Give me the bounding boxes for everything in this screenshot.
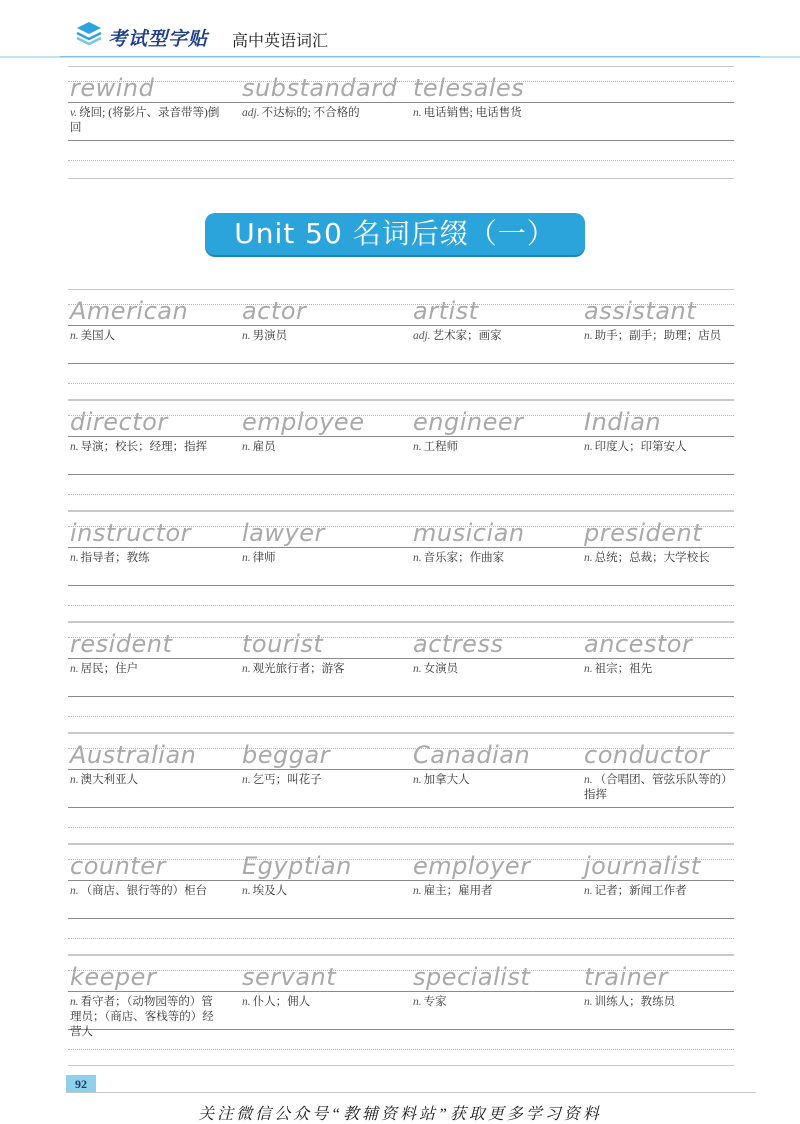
writing-guide-line <box>68 733 734 734</box>
practice-row <box>68 733 734 845</box>
trace-word: actress <box>413 630 504 658</box>
writing-guide-line <box>68 1065 734 1066</box>
trace-word: instructor <box>70 519 192 547</box>
writing-guide-line <box>68 827 734 828</box>
word-definition: n. 音乐家；作曲家 <box>413 552 505 564</box>
word-definition: n. 男演员 <box>242 330 288 342</box>
word-definition: n. 女演员 <box>413 663 459 675</box>
writing-guide-line <box>68 585 734 586</box>
trace-word: musician <box>413 519 525 547</box>
writing-guide-line <box>68 955 734 956</box>
word-definition: n. 观光旅行者；游客 <box>242 663 345 675</box>
word-definition: n. （商店、银行等的）柜台 <box>70 885 208 897</box>
page-number: 92 <box>66 1075 96 1093</box>
writing-guide-line <box>68 289 734 290</box>
writing-guide-line <box>68 807 734 808</box>
word-definition: n. 总统；总裁；大学校长 <box>584 552 710 564</box>
writing-guide-line <box>68 880 734 881</box>
trace-word: Australian <box>70 741 197 769</box>
trace-word: Egyptian <box>242 852 352 880</box>
writing-guide-line <box>68 991 734 992</box>
trace-word: assistant <box>584 297 697 325</box>
page-header <box>0 0 800 58</box>
practice-row <box>68 844 734 956</box>
trace-word: Indian <box>584 408 662 436</box>
trace-word: beggar <box>242 741 331 769</box>
word-definition: n. 工程师 <box>413 441 459 453</box>
trace-word: president <box>584 519 703 547</box>
writing-guide-line <box>68 918 734 919</box>
word-definition: n. 印度人；印第安人 <box>584 441 687 453</box>
word-definition: v. 绕回; (将影片、录音带等)倒回 <box>70 107 220 134</box>
writing-guide-line <box>68 383 734 384</box>
word-definition: n. 电话销售; 电话售货 <box>413 107 522 119</box>
trace-word: director <box>70 408 168 436</box>
writing-guide-line <box>68 658 734 659</box>
word-definition: n. 助手；副手；助理；店员 <box>584 330 722 342</box>
writing-guide-line <box>68 769 734 770</box>
word-definition: n. 导演；校长；经理；指挥 <box>70 441 208 453</box>
word-definition: n. 看守者；（动物园等的）管理员；（商店、客栈等的）经营人 <box>70 996 214 1038</box>
brand-title: 考试型字贴 <box>108 28 209 50</box>
trace-word: trainer <box>584 963 668 991</box>
practice-row <box>68 622 734 734</box>
unit-banner: Unit 50 名词后缀（一） <box>205 213 585 255</box>
trace-word: specialist <box>413 963 531 991</box>
trace-word: engineer <box>413 408 524 436</box>
writing-guide-line <box>68 474 734 475</box>
word-definition: n. 加拿大人 <box>413 774 470 786</box>
trace-word: rewind <box>70 74 155 102</box>
footer-note: 关注微信公众号“教辅资料站”获取更多学习资料 <box>198 1106 602 1123</box>
word-definition: n. 乞丐；叫花子 <box>242 774 322 786</box>
writing-guide-line <box>68 1049 734 1050</box>
word-definition: n. 指导者；教练 <box>70 552 150 564</box>
writing-guide-line <box>68 622 734 623</box>
trace-word: conductor <box>584 741 710 769</box>
writing-guide-line <box>68 511 734 512</box>
practice-row <box>68 511 734 623</box>
trace-word: keeper <box>70 963 157 991</box>
word-definition: n. 澳大利亚人 <box>70 774 139 786</box>
word-definition: n. 仆人；佣人 <box>242 996 311 1008</box>
word-definition: n. 雇主；雇用者 <box>413 885 493 897</box>
trace-word: employee <box>242 408 365 436</box>
writing-guide-line <box>68 716 734 717</box>
trace-word: employer <box>413 852 531 880</box>
writing-guide-line <box>68 400 734 401</box>
footer-divider <box>66 1092 756 1093</box>
word-definition: adj. 不达标的; 不合格的 <box>242 107 360 119</box>
practice-row <box>68 289 734 401</box>
practice-row <box>68 400 734 512</box>
trace-word: resident <box>70 630 173 658</box>
word-definition: n. 埃及人 <box>242 885 288 897</box>
trace-word: counter <box>70 852 166 880</box>
trace-word: artist <box>413 297 479 325</box>
header-divider-accent <box>60 56 760 57</box>
book-stack-icon <box>74 18 104 48</box>
word-definition: n. 雇员 <box>242 441 276 453</box>
book-subtitle: 高中英语词汇 <box>232 31 329 50</box>
practice-row-previous <box>68 66 734 180</box>
trace-word: telesales <box>413 74 525 102</box>
word-definition: n. 祖宗；祖先 <box>584 663 653 675</box>
practice-row <box>68 955 734 1067</box>
trace-word: actor <box>242 297 307 325</box>
word-definition: n. 专家 <box>413 996 447 1008</box>
word-definition: n. 美国人 <box>70 330 116 342</box>
writing-guide-line <box>68 844 734 845</box>
trace-word: ancestor <box>584 630 693 658</box>
writing-guide-line <box>68 363 734 364</box>
writing-guide-line <box>68 494 734 495</box>
trace-word: lawyer <box>242 519 325 547</box>
word-definition: n. （合唱团、管弦乐队等的）指挥 <box>584 774 733 801</box>
trace-word: journalist <box>584 852 701 880</box>
trace-word: Canadian <box>413 741 531 769</box>
writing-guide-line <box>68 938 734 939</box>
writing-guide-line <box>68 605 734 606</box>
writing-guide-line <box>68 325 734 326</box>
trace-word: American <box>70 297 189 325</box>
writing-guide-line <box>68 696 734 697</box>
writing-guide-line <box>68 547 734 548</box>
word-definition: n. 居民；住户 <box>70 663 139 675</box>
word-definition: n. 律师 <box>242 552 276 564</box>
trace-word: servant <box>242 963 337 991</box>
trace-word: substandard <box>242 74 398 102</box>
word-definition: adj. 艺术家；画家 <box>413 330 502 342</box>
writing-guide-line <box>68 436 734 437</box>
trace-word: tourist <box>242 630 324 658</box>
word-definition: n. 训练人；教练员 <box>584 996 676 1008</box>
word-definition: n. 记者；新闻工作者 <box>584 885 687 897</box>
